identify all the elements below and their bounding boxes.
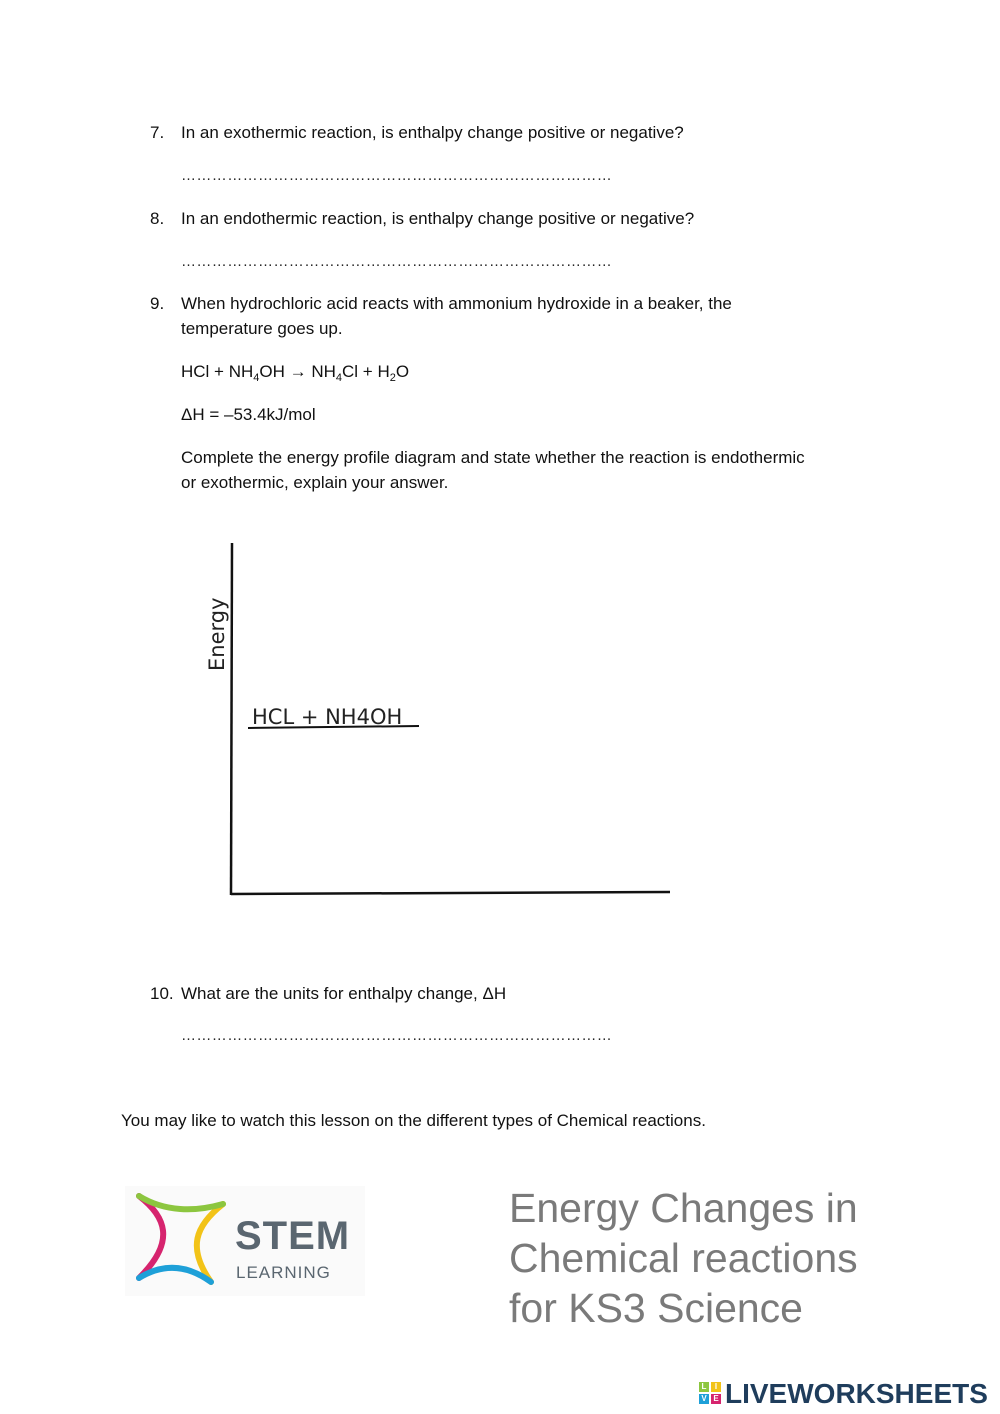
y-axis-label: Energy <box>205 597 229 671</box>
question-text-line2: temperature goes up. <box>181 319 343 338</box>
stem-learning-logo[interactable] <box>125 1186 365 1296</box>
liveworksheets-logo-icon: L I V E <box>699 1382 721 1404</box>
enthalpy-value: ΔH = –53.4kJ/mol <box>181 405 316 424</box>
answer-line-8[interactable]: ………………………………………………………………………… <box>181 253 613 270</box>
question-text: What are the units for enthalpy change, ΔH <box>181 984 507 1003</box>
lesson-title-line2: Chemical reactions <box>509 1235 858 1281</box>
question-number: 9. <box>150 294 165 313</box>
question-text: In an endothermic reaction, is enthalpy change positive or negative? <box>181 209 695 228</box>
instruction-line1: Complete the energy profile diagram and state whether the reaction is endothermic <box>181 448 805 467</box>
question-text-line1: When hydrochloric acid reacts with ammonium hydroxide in a beaker, the <box>181 294 732 313</box>
logo-word-stem: STEM <box>235 1214 351 1258</box>
chemical-equation: HCl + $NH_4OH \to NH_4Cl + H_2O$ <box>181 362 410 384</box>
lesson-title[interactable] <box>509 1183 858 1333</box>
question-number: 10. <box>150 984 174 1003</box>
answer-line-10[interactable]: ………………………………………………………………………… <box>181 1027 613 1044</box>
instruction-line2: or exothermic, explain your answer. <box>181 473 449 492</box>
y-axis <box>231 543 232 895</box>
logo-word-learning: LEARNING <box>236 1263 331 1282</box>
answer-line-7[interactable]: ………………………………………………………………………… <box>181 167 613 184</box>
liveworksheets-watermark: LIVEWORKSHEETS <box>725 1378 988 1409</box>
question-number: 7. <box>150 123 165 142</box>
lesson-title-line3: for KS3 Science <box>509 1285 803 1331</box>
question-text: In an exothermic reaction, is enthalpy change positive or negative? <box>181 123 684 142</box>
reactants-label: HCL + NH4OH <box>252 705 403 729</box>
lesson-note: You may like to watch this lesson on the different types of Chemical reactions. <box>121 1111 706 1130</box>
question-number: 8. <box>150 209 165 228</box>
x-axis <box>231 892 670 894</box>
lesson-title-line1: Energy Changes in <box>509 1185 858 1231</box>
